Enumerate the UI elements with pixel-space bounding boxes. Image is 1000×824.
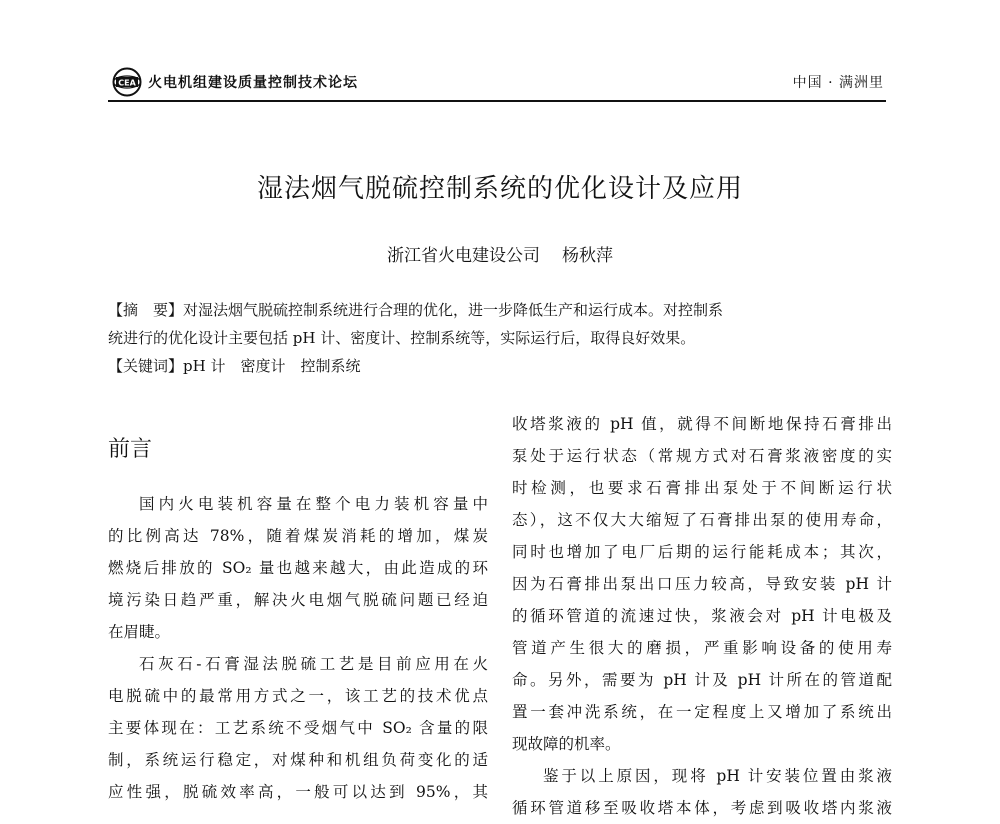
conference-location: 中国 · 满洲里 (792, 75, 884, 91)
body-line: 同时也增加了电厂后期的运行能耗成本；其次， (512, 543, 892, 561)
body-line: 收塔浆液的 pH 值，就得不间断地保持石膏排出 (512, 415, 892, 433)
body-line: 时检测，也要求石膏排出泵处于不间断运行状 (512, 479, 892, 497)
author-name: 杨秋萍 (562, 246, 613, 266)
abstract-line: 统进行的优化设计主要包括 pH 计、密度计、控制系统等，实际运行后，取得良好效果。 (108, 329, 696, 347)
paper-title: 湿法烟气脱硫控制系统的优化设计及应用 (256, 174, 743, 204)
section-heading: 前言 (108, 437, 153, 462)
body-line: 燃烧后排放的 SO₂ 量也越来越大，由此造成的环 (108, 559, 488, 577)
running-header (108, 66, 886, 102)
svg-text:CEA: CEA (118, 78, 136, 88)
body-line: 管道产生很大的磨损，严重影响设备的使用寿 (512, 639, 892, 657)
body-line: 态），这不仅大大缩短了石膏排出泵的使用寿命， (512, 511, 892, 529)
body-line: 在眉睫。 (108, 623, 171, 641)
body-line: 的比例高达 78%，随着煤炭消耗的增加，煤炭 (108, 527, 488, 545)
body-line: 国内火电装机容量在整个电力装机容量中 (139, 495, 488, 513)
body-line: 鉴于以上原因，现将 pH 计安装位置由浆液 (543, 767, 892, 785)
body-line: 命。另外，需要为 pH 计及 pH 计所在的管道配 (512, 671, 892, 689)
body-line: 的循环管道的流速过快，浆液会对 pH 计电极及 (512, 607, 892, 625)
body-line: 置一套冲洗系统，在一定程度上又增加了系统出 (512, 703, 892, 721)
body-line: 境污染日趋严重，解决火电烟气脱硫问题已经迫 (108, 591, 488, 609)
left-column (108, 488, 488, 808)
body-line: 现故障的机率。 (512, 735, 621, 753)
body-line: 石灰石-石膏湿法脱硫工艺是目前应用在火 (139, 655, 488, 673)
body-line: 循环管道移至吸收塔本体，考虑到吸收塔内浆液 (512, 799, 892, 817)
body-line: 应性强，脱硫效率高，一般可以达到 95%，其 (108, 783, 488, 801)
abstract-line: 【摘 要】对湿法烟气脱硫控制系统进行合理的优化，进一步降低生产和运行成本。对控制系 (108, 301, 724, 319)
body-line: 电脱硫中的最常用方式之一，该工艺的技术优点 (108, 687, 488, 705)
abstract (108, 296, 888, 380)
journal-logo-icon (112, 67, 142, 97)
keywords-line: 【关键词】pH 计 密度计 控制系统 (108, 357, 361, 375)
body-line: 制，系统运行稳定，对煤种和机组负荷变化的适 (108, 751, 488, 769)
byline (0, 241, 1000, 266)
body-line: 泵处于运行状态（常规方式对石膏浆液密度的实 (512, 447, 892, 465)
body-line: 主要体现在：工艺系统不受烟气中 SO₂ 含量的限 (108, 719, 488, 737)
right-column (512, 408, 892, 824)
journal-name: 火电机组建设质量控制技术论坛 (148, 75, 358, 91)
body-line: 因为石膏排出泵出口压力较高，导致安装 pH 计 (512, 575, 892, 593)
author-organization: 浙江省火电建设公司 (387, 246, 540, 266)
